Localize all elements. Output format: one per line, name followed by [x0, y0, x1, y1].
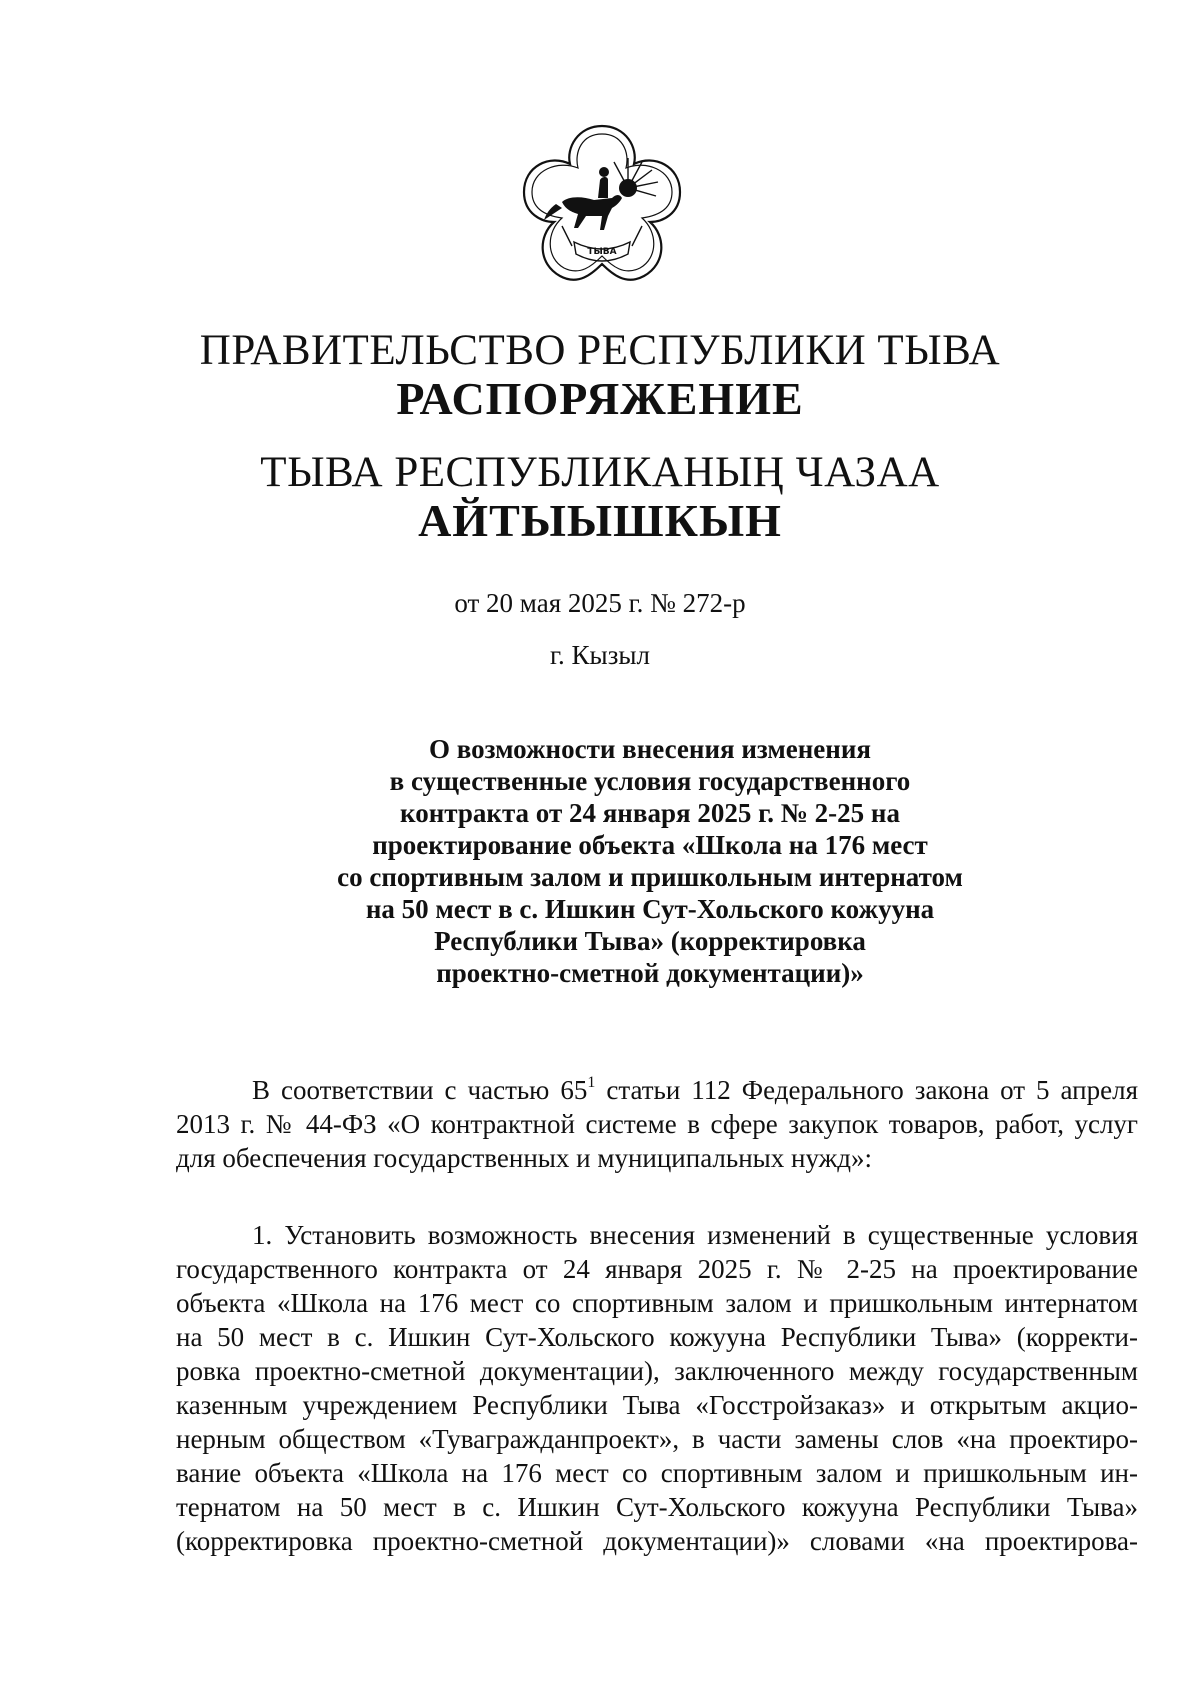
paragraph-line: на 50 мест в с. Ишкин Сут-Хольского кожууна Республики Тыва» (корректи- [176, 1322, 1138, 1352]
preamble-line: для обеспечения государственных и муниципальных нужд»: [176, 1143, 873, 1173]
government-name: ПРАВИТЕЛЬСТВО РЕСПУБЛИКИ ТЫВА [199, 327, 1001, 374]
title-line: Республики Тыва» (корректировка [434, 926, 866, 956]
title-line: проектно-сметной документации)» [436, 958, 864, 988]
preamble-text: статьи 112 Федерального закона от 5 апреля [595, 1075, 1138, 1105]
title-line: на 50 мест в с. Ишкин Сут-Хольского кожууна [365, 894, 935, 924]
title-line: О возможности внесения изменения [428, 734, 872, 764]
title-line: контракта от 24 января 2025 г. № 2-25 на [400, 798, 900, 828]
paragraph-line: ровка проектно-сметной документации), заключенного между государственным [176, 1356, 1138, 1386]
government-name-tyvan: ТЫВА РЕСПУБЛИКАНЫҢ ЧАЗАА [260, 449, 940, 496]
paragraph-line: государственного контракта от 24 января 2025 г. № 2-25 на проектирование [176, 1254, 1138, 1284]
city: г. Кызыл [550, 640, 650, 670]
title-line: проектирование объекта «Школа на 176 мест [372, 830, 928, 860]
document-type: РАСПОРЯЖЕНИЕ [396, 373, 804, 424]
tuva-emblem-icon [516, 118, 688, 290]
preamble-text: В соответствии с частью 65 [252, 1075, 588, 1105]
title-line: в существенные условия государственного [389, 766, 911, 796]
paragraph-line: (корректировка проектно-сметной документации)» словами «на проектирова- [176, 1526, 1138, 1556]
document-title [300, 733, 1000, 989]
title-line: со спортивным залом и пришкольным интернатом [337, 862, 963, 892]
paragraph-line: объекта «Школа на 176 мест со спортивным залом и пришкольным интернатом [176, 1288, 1138, 1318]
paragraph-line: нерным обществом «Тувагражданпроект», в части замены слов «на проектиро- [176, 1424, 1138, 1454]
preamble-paragraph [176, 1073, 1138, 1175]
preamble-line [176, 1073, 1138, 1107]
paragraph-line: 1. Установить возможность внесения изменений в существенные условия [252, 1220, 1138, 1250]
document-type-tyvan: АЙТЫЫШКЫН [418, 495, 782, 546]
preamble-line: 2013 г. № 44-ФЗ «О контрактной системе в сфере закупок товаров, работ, услуг [176, 1109, 1138, 1139]
paragraph-line: казенным учреждением Республики Тыва «Госстройзаказ» и открытым акцио- [176, 1390, 1138, 1420]
superscript: 1 [587, 1074, 596, 1091]
point-1-paragraph [176, 1218, 1138, 1558]
paragraph-line: тернатом на 50 мест в с. Ишкин Сут-Хольского кожууна Республики Тыва» [176, 1492, 1138, 1522]
date-and-number: от 20 мая 2025 г. № 272-р [454, 588, 746, 618]
paragraph-line: вание объекта «Школа на 176 мест со спортивным залом и пришкольным ин- [176, 1458, 1138, 1488]
emblem-text: ТЫВА [587, 247, 617, 257]
